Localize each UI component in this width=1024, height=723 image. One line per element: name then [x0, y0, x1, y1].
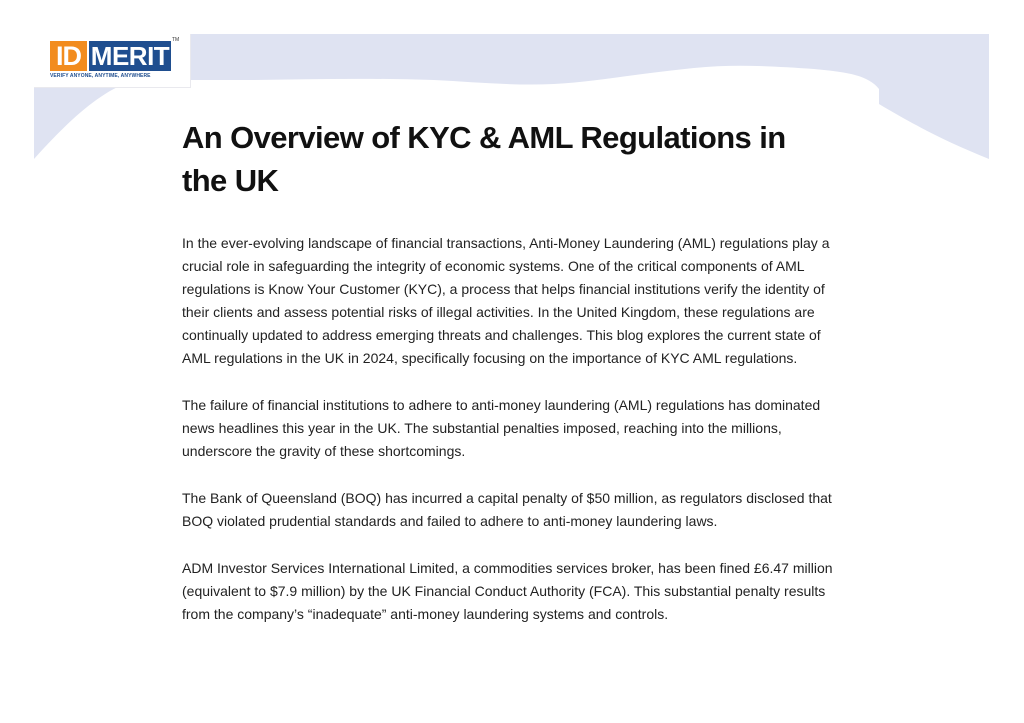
article-paragraph-boq: The Bank of Queensland (BOQ) has incurred a capital penalty of $50 million, as regulators disclosed that BOQ violated prudential standards and failed to adhere to anti-money laundering laws. [182, 490, 832, 529]
article-paragraph-intro: In the ever-evolving landscape of financial transactions, Anti-Money Laundering (AML) regulations play a crucial role in safeguarding the integrity of economic systems. One of the critical components of AML regulations is Know Your Customer (KYC), a process that helps financial institutions verify the identity of their clients and assess potential risks of illegal activities. In the United Kingdom, these regulations are continually updated to address emerging threats and challenges. This blog explores the current state of AML regulations in the UK in 2024, specifically focusing on the importance of KYC AML regulations. [182, 235, 830, 366]
article-paragraph-adm: ADM Investor Services International Limited, a commodities services broker, has been fined £6.47 million (equivalent to $7.9 million) by the UK Financial Conduct Authority (FCA). This substantial penalty results from the company’s “inadequate” anti-money laundering systems and controls. [182, 560, 833, 622]
company-logo[interactable] [34, 34, 191, 88]
article-content [182, 116, 842, 626]
logo-merit-wordmark: MERIT [90, 41, 170, 71]
article-paragraph-penalties: The failure of financial institutions to adhere to anti-money laundering (AML) regulations has dominated news headlines this year in the UK. The substantial penalties imposed, reaching into the millions, underscore the gravity of these shortcomings. [182, 397, 821, 459]
logo-tagline: VERIFY ANYONE, ANYTIME, ANYWHERE [50, 73, 151, 79]
logo-id-mark: ID [50, 41, 87, 71]
article-title: An Overview of KYC & AML Regulations in the UK [182, 120, 786, 198]
logo-trademark: TM [172, 37, 180, 43]
